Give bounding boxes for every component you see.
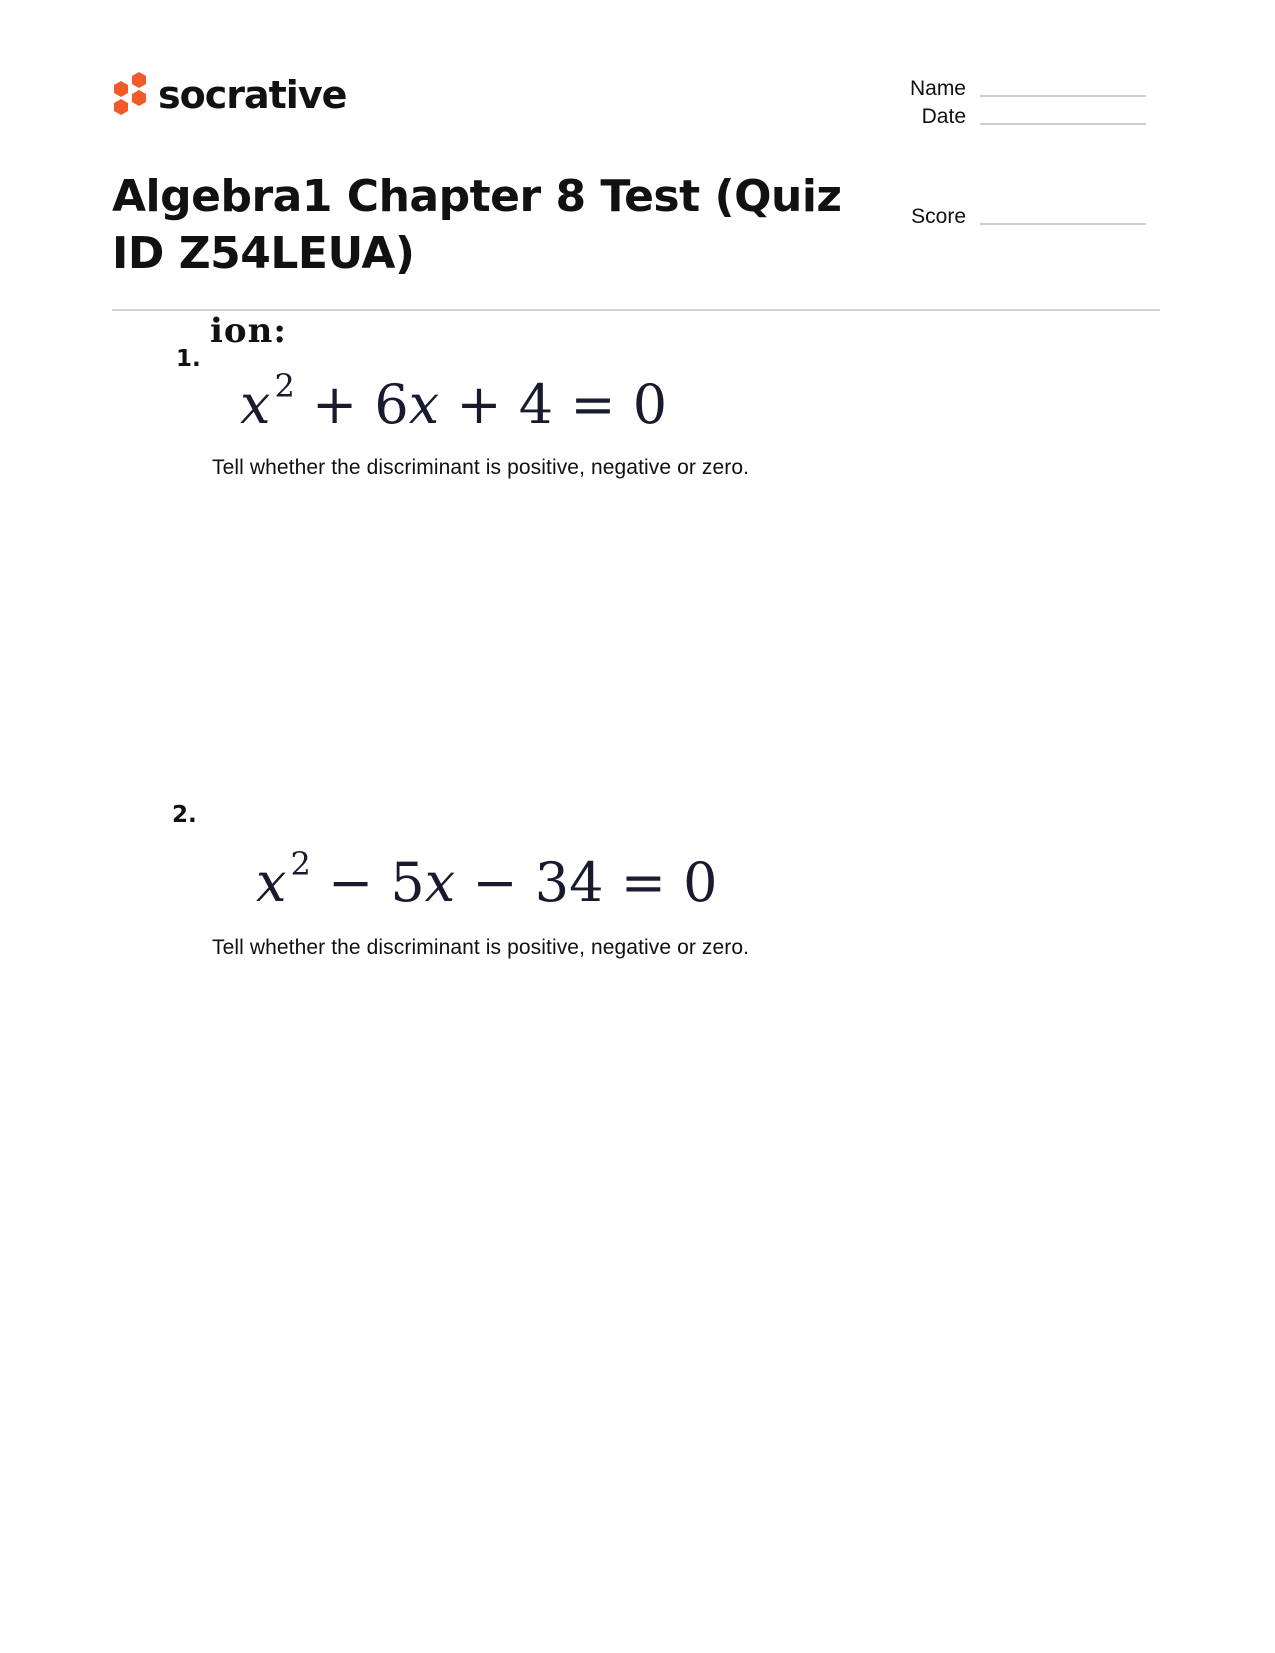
name-label: Name: [909, 77, 966, 100]
date-input-line[interactable]: [980, 123, 1146, 125]
question-number: 2.: [172, 802, 197, 828]
hexagon-cluster-icon: [112, 72, 150, 122]
cropped-image-text: ion:: [210, 311, 287, 351]
page-title: Algebra1 Chapter 8 Test (Quiz ID Z54LEUA): [112, 171, 842, 279]
equation-image: x $^2$ + 6x + 4 = 0: [240, 367, 668, 436]
question-number: 1.: [176, 346, 201, 372]
score-field: [880, 206, 1160, 227]
date-field: [880, 106, 1160, 127]
question-prompt: Tell whether the discriminant is positive, negative or zero.: [212, 456, 750, 479]
score-label: Score: [911, 205, 966, 228]
name-field: [880, 78, 1160, 99]
question-prompt: Tell whether the discriminant is positive, negative or zero.: [212, 936, 750, 959]
equation-image: x $^2$ − 5x − 34 = 0: [256, 845, 718, 914]
name-input-line[interactable]: [980, 95, 1146, 97]
score-input-line[interactable]: [980, 223, 1146, 225]
brand-name: socrative: [158, 73, 347, 117]
socrative-logo: [112, 72, 346, 122]
date-label: Date: [921, 105, 966, 128]
